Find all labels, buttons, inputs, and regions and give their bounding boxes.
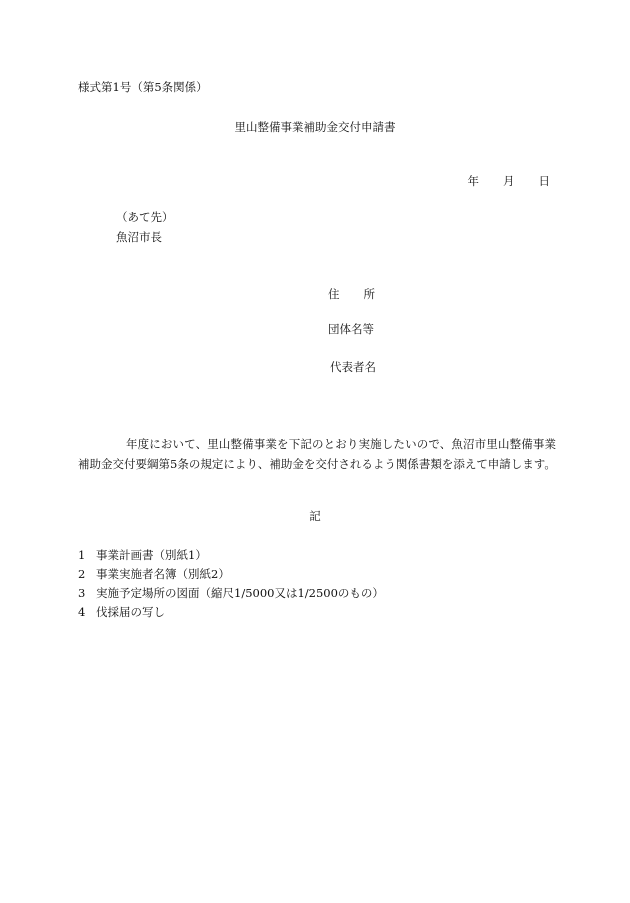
attachment-list xyxy=(78,546,384,622)
applicant-address-label xyxy=(328,289,375,301)
date-day: 日 xyxy=(538,174,550,188)
list-item xyxy=(78,546,384,565)
date-line xyxy=(468,176,551,188)
list-item-number: 4 xyxy=(78,605,86,619)
addressee-name: 魚沼市長 xyxy=(116,230,162,244)
list-item-text: 伐採届の写し xyxy=(96,605,165,619)
list-item xyxy=(78,565,384,584)
form-number: 様式第1号（第5条関係） xyxy=(78,80,208,94)
application-body-text: 年度において、里山整備事業を下記のとおり実施したいので、魚沼市里山整備事業補助金交付要綱第5条の規定により、補助金を交付されるよう関係書類を添えて申請します。 xyxy=(78,437,556,471)
list-item-number: 3 xyxy=(78,586,86,600)
list-item xyxy=(78,603,384,622)
list-item-number: 2 xyxy=(78,567,86,581)
date-month: 月 xyxy=(503,174,515,188)
list-item-text: 事業計画書（別紙1） xyxy=(96,548,207,562)
address-char-2: 所 xyxy=(363,287,375,301)
list-item-number: 1 xyxy=(78,548,86,562)
document-title: 里山整備事業補助金交付申請書 xyxy=(234,120,396,134)
list-item-text: 実施予定場所の図面（縮尺1/5000又は1/2500のもの） xyxy=(96,586,384,600)
applicant-representative-label: 代表者名 xyxy=(330,360,376,374)
applicant-organization-label: 団体名等 xyxy=(328,322,374,336)
addressee-label: （あて先） xyxy=(116,210,174,224)
ki-heading: 記 xyxy=(309,509,321,523)
list-item-text: 事業実施者名簿（別紙2） xyxy=(96,567,230,581)
address-char-1: 住 xyxy=(328,287,340,301)
date-year: 年 xyxy=(467,174,479,188)
list-item xyxy=(78,584,384,603)
